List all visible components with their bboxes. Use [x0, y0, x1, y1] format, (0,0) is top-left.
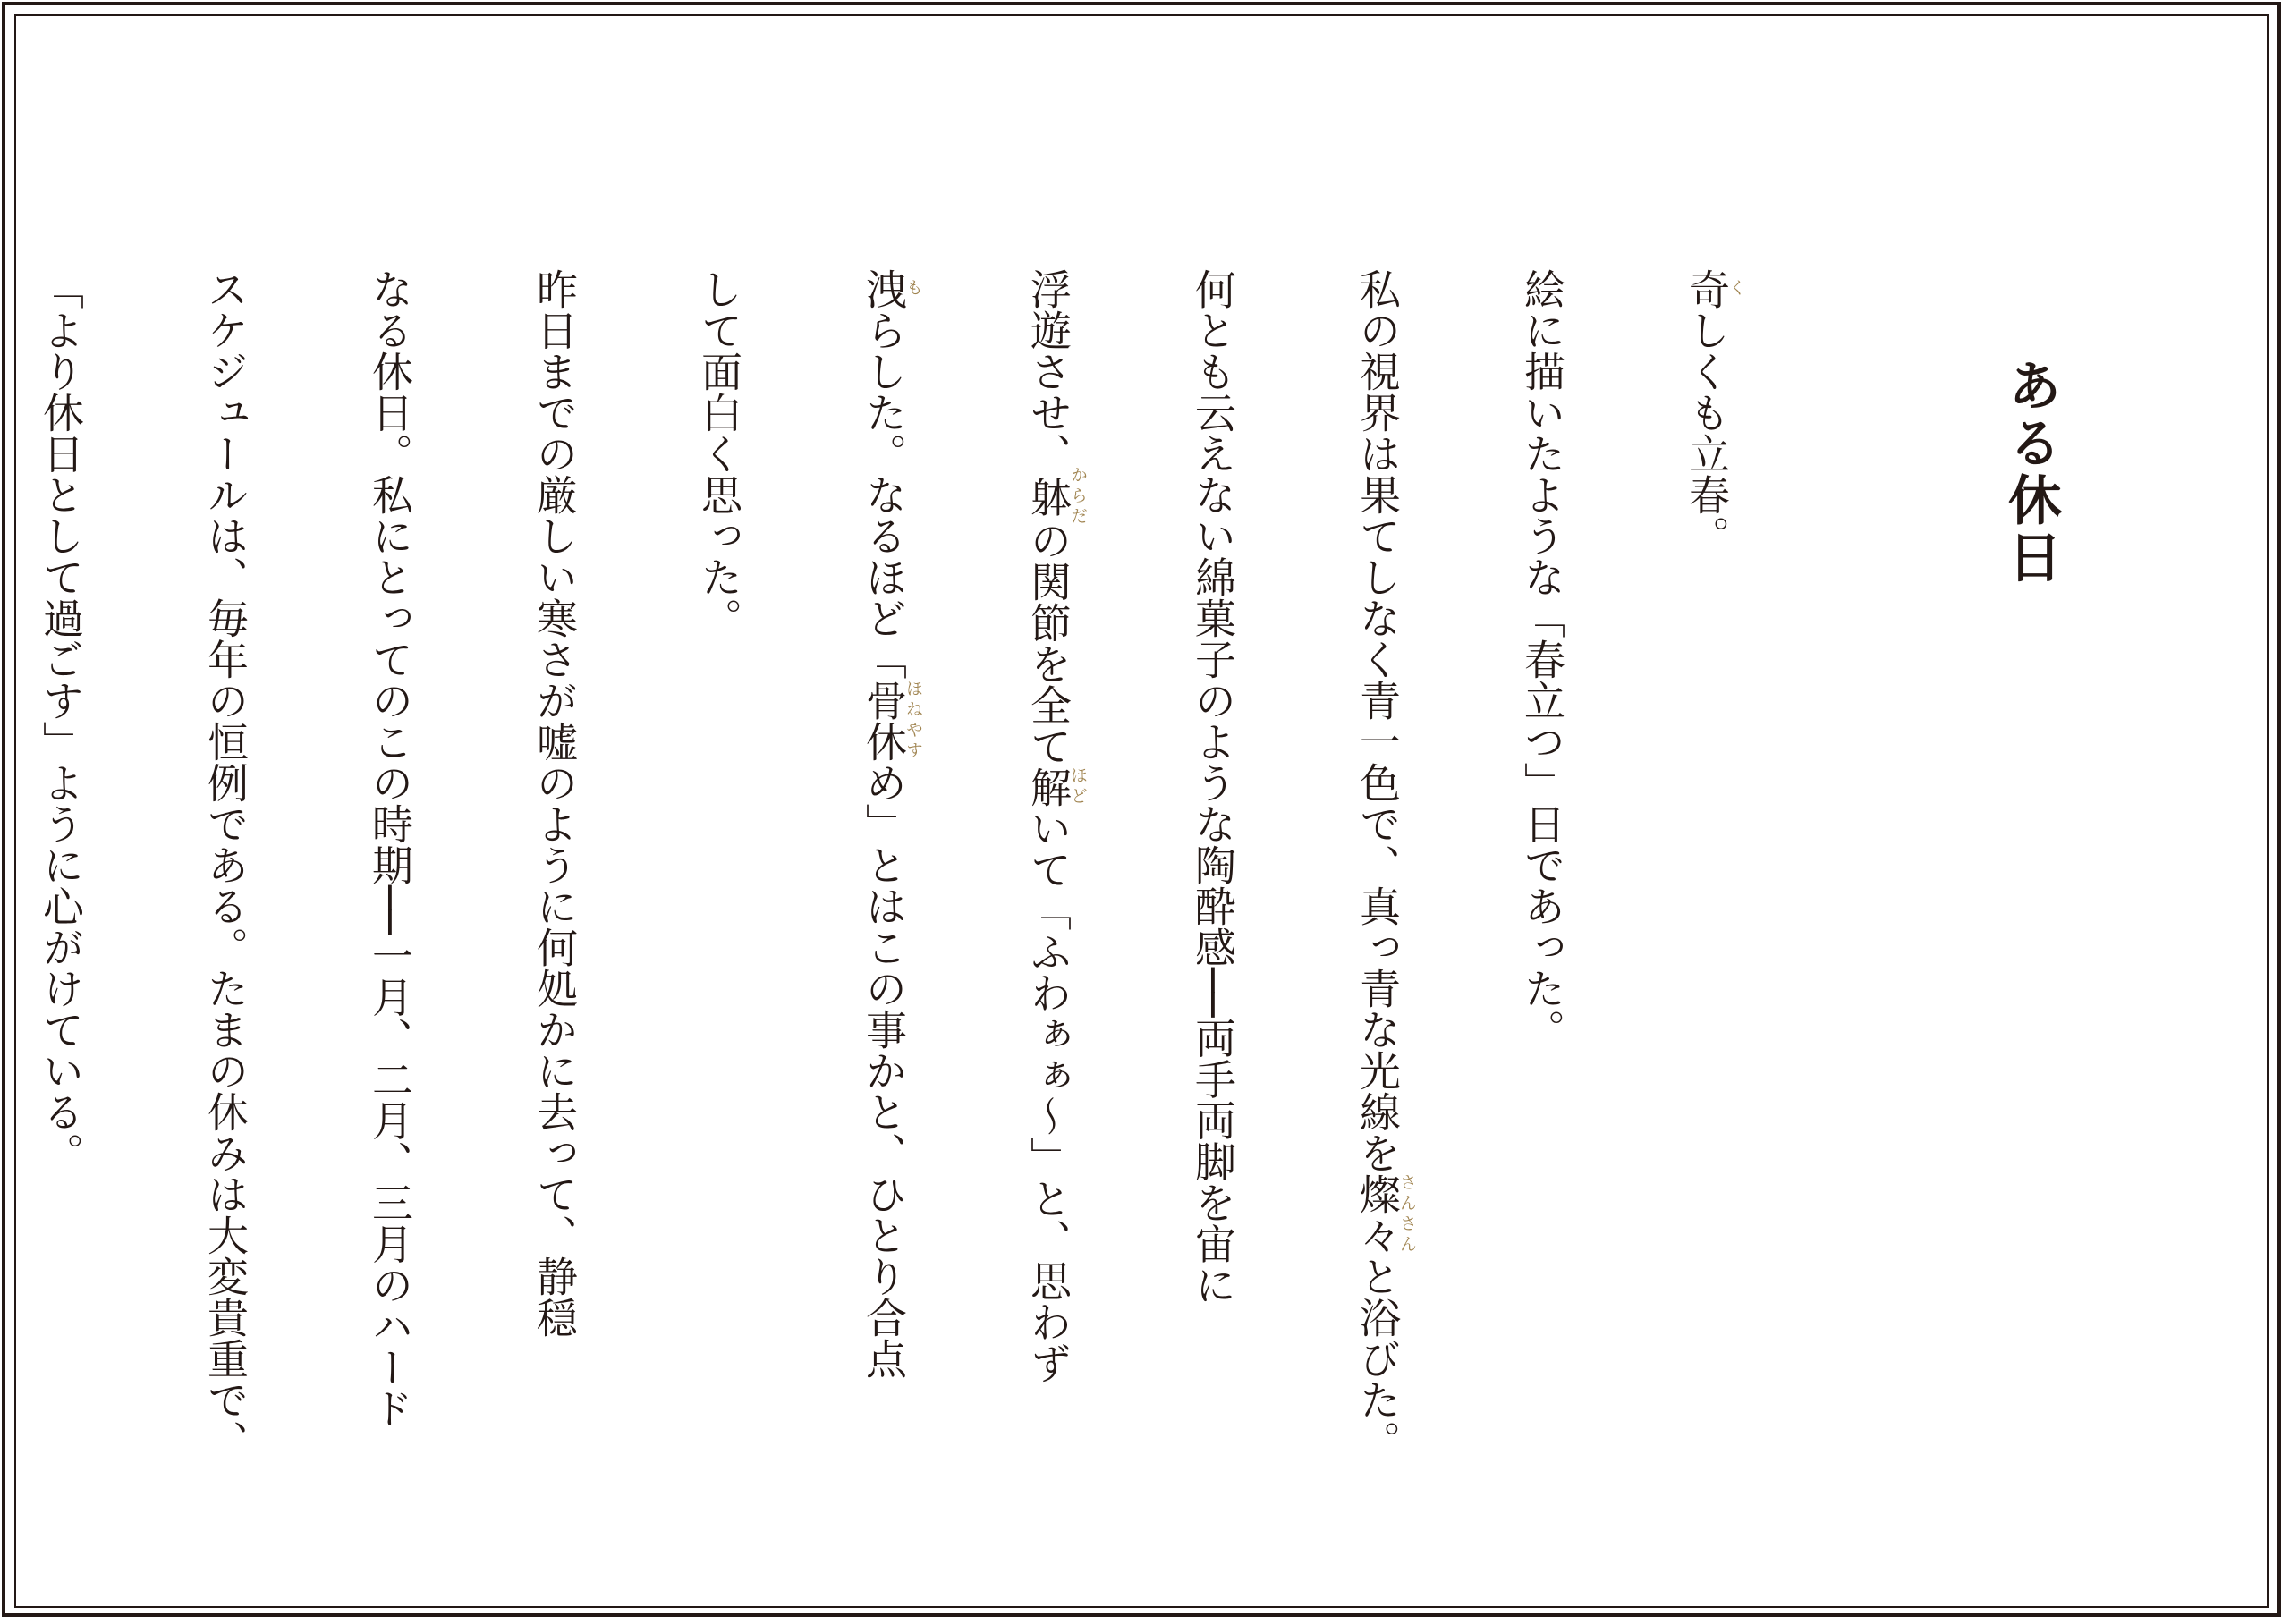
ruby-base: 洩 [860, 268, 908, 309]
body-line [0, 268, 143, 1467]
text-segment: スケジュールは、毎年の恒例である。たまの休みは大変貴重で、 [201, 268, 250, 1461]
body-line [1131, 268, 1295, 1467]
text-segment: め」とはこの事かと、ひとり合点 [860, 762, 908, 1379]
text-segment: 浮遊させ、 [1024, 268, 1073, 474]
text-segment: 私の視界は果てしなく青一色で、真っ青な光線を [1353, 268, 1402, 1173]
text-segment: なる休日。私にとってのこの時期──一月、二月、三月のハード [366, 268, 414, 1429]
body-line [1624, 268, 1789, 1467]
ruby-word [1024, 766, 1088, 808]
ruby-word [1024, 466, 1088, 528]
text-segment: 絵に描いたような「春立つ」日であった。 [1518, 268, 1566, 1050]
ruby-base: 骨休 [860, 680, 908, 762]
text-segment: 「より休日として過ごす」ように心がけている。 [37, 268, 85, 1173]
furigana: ほど [1068, 766, 1088, 808]
body-line [143, 268, 308, 1467]
furigana: さんさん [1397, 1173, 1417, 1256]
essay-body [0, 268, 1789, 1467]
text-segment: しくも立春。 [1683, 309, 1731, 556]
ruby-base: 燦々 [1353, 1173, 1402, 1256]
furigana: く [1726, 268, 1746, 309]
text-segment: して面白く思った。 [695, 268, 743, 639]
furigana: からだ [1068, 466, 1088, 528]
text-segment: いて「ふわぁぁ〜」と、思わず [1024, 808, 1073, 1383]
text-segment: 何とも云えない綿菓子のような陶酔感──両手両脚を宙に [1189, 268, 1237, 1306]
body-line [802, 268, 966, 1467]
ruby-word [860, 680, 923, 762]
ruby-word [1683, 268, 1746, 309]
ruby-base: 躰 [1024, 466, 1073, 528]
text-segment: 昨日までの厳しい寒さが嘘のように何処かに去って、静穏 [530, 268, 579, 1338]
ruby-base: 解 [1024, 766, 1073, 808]
ruby-base: 奇 [1683, 268, 1731, 309]
body-line [966, 268, 1131, 1467]
furigana: ほねやす [903, 680, 923, 762]
body-line [1295, 268, 1460, 1467]
body-line [472, 268, 637, 1467]
body-line [308, 268, 472, 1467]
text-segment: の関節を全て [1024, 520, 1073, 766]
ruby-word [1353, 1173, 1417, 1256]
text-segment: らした。なるほど「 [860, 309, 908, 680]
body-line [1460, 268, 1624, 1467]
text-segment: と浴びた。 [1353, 1256, 1402, 1461]
body-line [637, 268, 802, 1467]
essay-page [37, 268, 2062, 1467]
essay-title: ある休日 [1999, 358, 2062, 587]
furigana: も [903, 268, 923, 309]
ruby-word [860, 268, 923, 309]
